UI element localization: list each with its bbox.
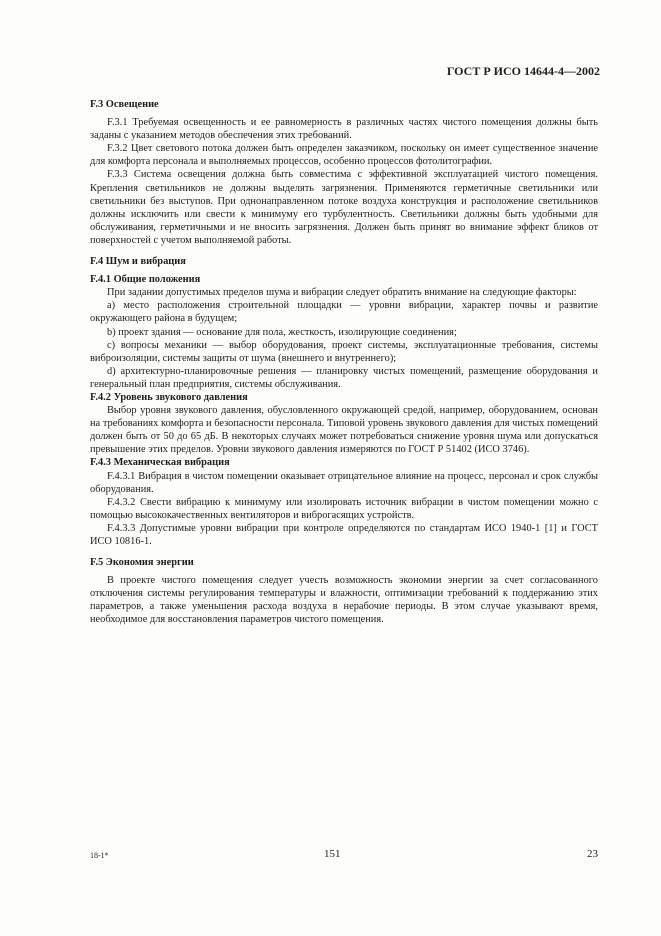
- paragraph-f5: В проекте чистого помещения следует учесть возможность экономии энергии за счет согласованного отключения системы регулирования температуры и влажности, оптимизации требований к поддержанию этих параметров, а также уменьшения расхода воздуха в нерабочие периоды. В этом случае указывают время, необходимое для восстановления параметров чистого помещения.: [90, 575, 598, 626]
- subsection-f41-title: F.4.1 Общие положения: [90, 274, 201, 286]
- page-footer: [90, 848, 598, 862]
- document-id-header: ГОСТ Р ИСО 14644-4—2002: [446, 64, 600, 78]
- paragraph-f3-3: F.3.3 Система освещения должна быть совместима с эффективной эксплуатацией чистого помещения. Крепления светильников не должны выделять загрязнения. Применяются герметичные светильники или светильники без выступов. При однонаправленном потоке воздуха конструкция и расположение светильников должны исключить или свести к минимуму его турбулентность. Светильники должны быть удобными для обслуживания, герметичными и не вносить загрязнения. Должен быть принят во внимание эффект бликов от поверхностей с учетом выполняемой работы.: [90, 169, 598, 246]
- section-f5-title: F.5 Экономия энергии: [90, 557, 194, 569]
- paragraph-f42: Выбор уровня звукового давления, обусловленного окружающей средой, например, оборудованием, основан на требованиях комфорта и безопасности персонала. Типовой уровень звукового давления для чистых помещений должен быть от 50 до 65 дБ. В некоторых случаях может потребоваться снижение уровня шума или допускаться превышение этих пределов. Уровни звукового давления измеряются по ГОСТ Р 51402 (ИСО 3746).: [90, 405, 598, 456]
- paragraph-f3-1: F.3.1 Требуемая освещенность и ее равномерность в различных частях чистого помещения должны быть заданы с указанием методов обеспечения этих требований.: [90, 117, 598, 142]
- list-item-a: а) место расположения строительной площадки — уровни вибрации, характер почвы и развитие окружающего района в будущем;: [90, 300, 598, 325]
- subsection-f43-title: F.4.3 Механическая вибрация: [90, 457, 230, 469]
- document-body: [90, 98, 598, 627]
- list-item-c: с) вопросы механики — выбор оборудования, проект системы, эксплуатационные требования, системы виброизоляции, системы защиты от шума (внешнего и внутреннего);: [90, 339, 598, 364]
- section-f4-title: F.4 Шум и вибрация: [90, 256, 186, 268]
- list-item-b: b) проект здания — основание для пола, жесткость, изолирующие соединения;: [107, 326, 457, 338]
- paragraph-f3-2: F.3.2 Цвет светового потока должен быть определен заказчиком, поскольку он имеет существенное значение для комфорта персонала и выполняемых процессов, особенно процессов фотолитографии.: [90, 143, 598, 168]
- section-f3-title: F.3 Освещение: [90, 99, 159, 110]
- print-sheet-mark: 18-1*: [90, 851, 109, 860]
- collection-page-number: 151: [324, 848, 341, 860]
- subsection-f42-title: F.4.2 Уровень звукового давления: [90, 391, 248, 403]
- paragraph-f41-intro: При задании допустимых пределов шума и вибрации следует обратить внимание на следующие факторы:: [107, 287, 577, 299]
- paragraph-f43-3: F.4.3.3 Допустимые уровни вибрации при контроле определяются по стандартам ИСО 1940-1 [1] и ГОСТ ИСО 10816-1.: [90, 522, 598, 547]
- paragraph-f43-1: F.4.3.1 Вибрация в чистом помещении оказывает отрицательное влияние на процесс, персонал и срок службы оборудования.: [90, 470, 598, 495]
- list-item-d: d) архитектурно-планировочные решения — планировку чистых помещений, размещение оборудования и генеральный план предприятия, системы обслуживания.: [90, 365, 598, 390]
- paragraph-f43-2: F.4.3.2 Свести вибрацию к минимуму или изолировать источник вибрации в чистом помещении можно с помощью высококачественных вентиляторов и виброгасящих устройств.: [90, 496, 598, 521]
- document-page-number: 23: [587, 848, 598, 860]
